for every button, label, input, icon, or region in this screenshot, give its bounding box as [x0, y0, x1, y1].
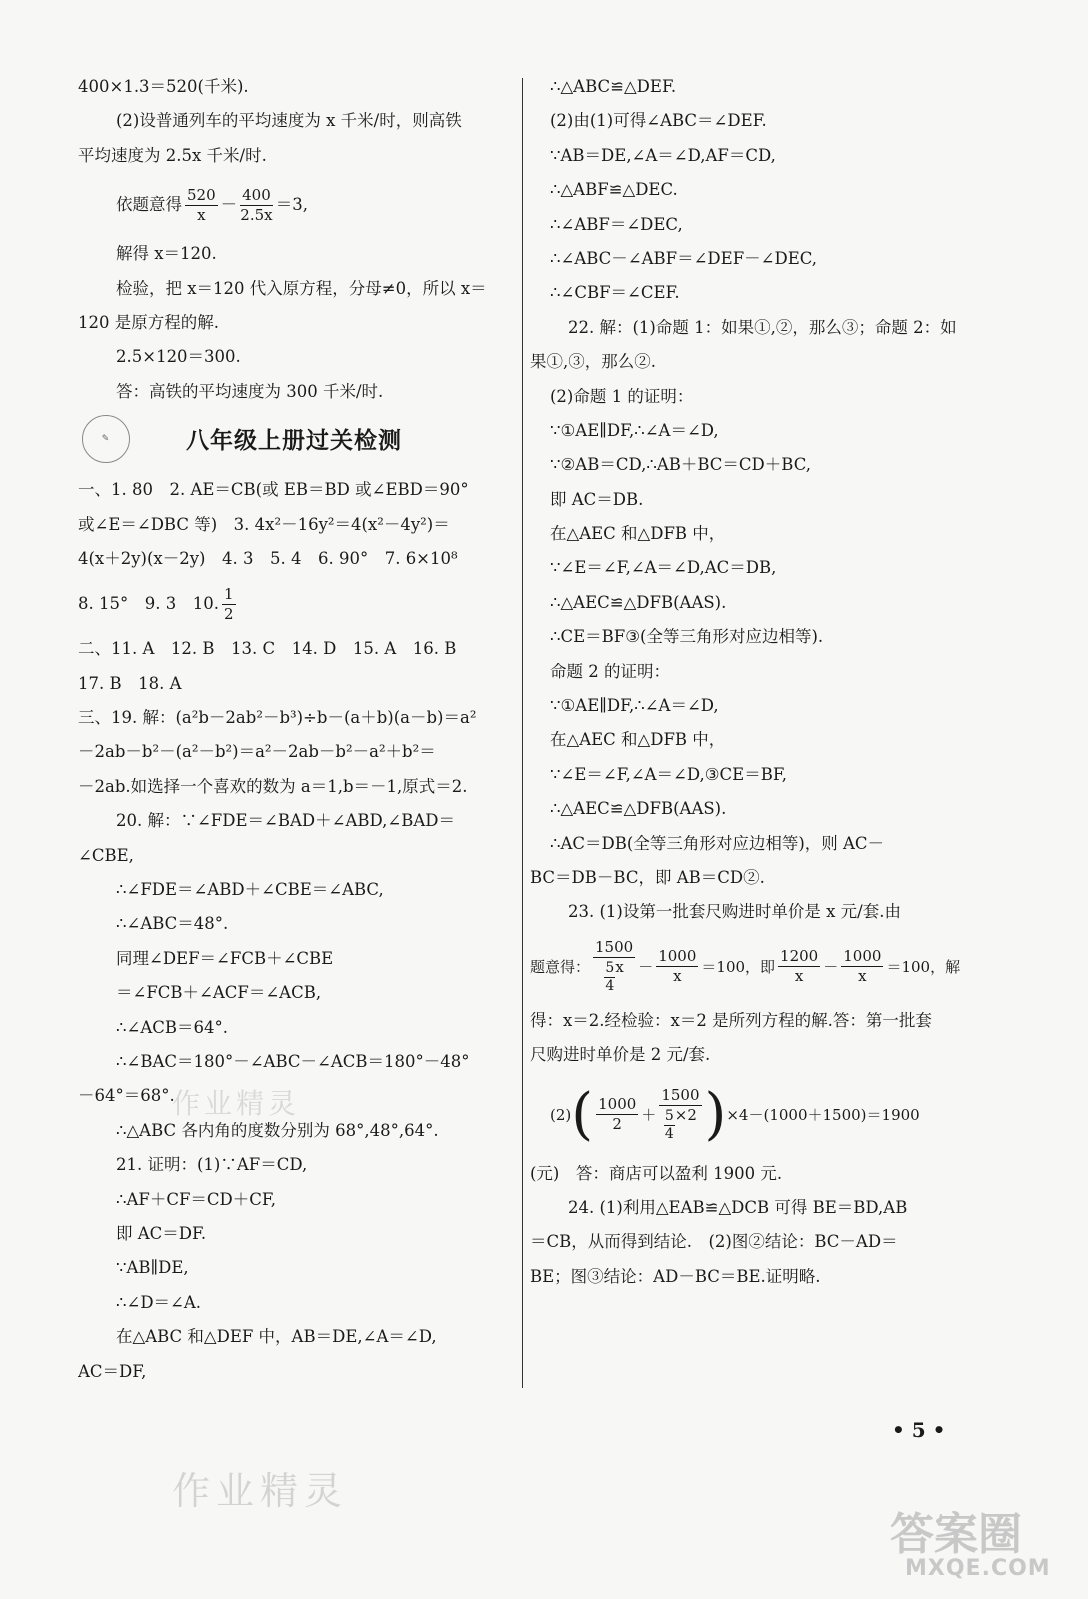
answer-line: ∴△ABF≌△DEC. — [550, 180, 678, 200]
answer-line: (2)命题 1 的证明： — [550, 386, 694, 406]
answer-line: 17. B 18. A — [78, 673, 182, 693]
text-line: 检验，把 x＝120 代入原方程，分母≠0，所以 x＝ — [116, 278, 487, 298]
denominator: x — [858, 967, 867, 986]
answer-line: 在△ABC 和△DEF 中，AB＝DE,∠A＝∠D, — [116, 1327, 437, 1347]
answer-line: 21. 证明：(1)∵AF＝CD, — [116, 1155, 308, 1175]
answer-line: ∵②AB＝CD,∴AB＋BC＝CD＋BC, — [550, 455, 812, 475]
fraction — [659, 1086, 701, 1143]
answer-line: ∴△AEC≌△DFB(AAS). — [550, 799, 727, 819]
answer-line: 23. (1)设第一批套尺购进时单价是 x 元/套.由 — [568, 902, 901, 922]
sub-fraction — [664, 1108, 675, 1143]
numerator: 520 — [187, 185, 216, 204]
equation-suffix: ＝3, — [275, 195, 309, 215]
watermark-logo: 答案圈 — [890, 1509, 1022, 1560]
numerator: 400 — [242, 185, 271, 204]
answer-line: 即 AC＝DB. — [550, 489, 644, 509]
numerator: 1000 — [598, 1095, 637, 1114]
answer-text: 8. 15° 9. 3 10. — [78, 594, 219, 614]
numerator: 1200 — [780, 947, 819, 966]
right-paren: ) — [704, 1081, 727, 1147]
answer-line: ∴∠BAC＝180°－∠ABC－∠ACB＝180°－48° — [116, 1051, 470, 1071]
answer-line: 在△AEC 和△DFB 中， — [550, 730, 726, 750]
text-line: 答：高铁的平均速度为 300 千米/时. — [116, 381, 384, 401]
section-title-block — [78, 409, 510, 473]
answer-line: 在△AEC 和△DFB 中， — [550, 524, 726, 544]
answer-line: 或∠E＝∠DBC 等) 3. 4x²－16y²＝4(x²－4y²)＝ — [78, 514, 450, 534]
answer-line: ∴∠FDE＝∠ABD＋∠CBE＝∠ABC, — [116, 880, 384, 900]
answer-line: 即 AC＝DF. — [116, 1223, 207, 1243]
answer-line: ∴∠ABC－∠ABF＝∠DEF－∠DEC, — [550, 248, 818, 268]
answer-line: AC＝DF, — [78, 1361, 147, 1381]
answer-line: ∴△AEC≌△DFB(AAS). — [550, 592, 727, 612]
section-title: 八年级上册过关检测 — [186, 428, 402, 455]
answer-line: 得：x＝2.经检验：x＝2 是所列方程的解.答：第一批套 — [530, 1010, 932, 1030]
text-line: 120 是原方程的解. — [78, 312, 219, 332]
answer-line: ∴∠ABC＝48°. — [116, 914, 229, 934]
answer-line: ∴△ABC 各内角的度数分别为 68°,48°,64°. — [116, 1120, 439, 1140]
equation-suffix: ＝100，解 — [886, 957, 961, 976]
denominator: 4 — [605, 978, 615, 995]
equation-prefix: (2) — [550, 1105, 572, 1124]
operator: － — [823, 957, 839, 976]
text-line: 400×1.3＝520(千米). — [78, 77, 249, 96]
answer-line: ∵①AE∥DF,∴∠A＝∠D, — [550, 696, 719, 716]
numerator: 5 — [664, 1108, 674, 1125]
answer-line: ∵①AE∥DF,∴∠A＝∠D, — [550, 420, 719, 440]
fraction — [656, 947, 698, 986]
equation-prefix: 题意得： — [530, 957, 591, 976]
equation-text: ＝100，即 — [701, 957, 776, 976]
fraction — [593, 938, 635, 995]
variable: x — [615, 958, 624, 977]
numerator: 1000 — [843, 947, 882, 966]
answer-line: (2)由(1)可得∠ABC＝∠DEF. — [550, 111, 767, 131]
fraction — [596, 1095, 638, 1134]
equation-line — [78, 173, 510, 237]
answer-line: 一、1. 80 2. AE＝CB(或 EB＝BD 或∠EBD＝90° — [78, 480, 469, 500]
multiplier: ×2 — [674, 1106, 697, 1125]
answer-line: BC＝DB－BC，即 AB＝CD②. — [530, 867, 765, 887]
left-column — [78, 70, 510, 1389]
equation-suffix: ×4－(1000＋1500)＝1900 — [726, 1105, 920, 1124]
text-line: 解得 x＝120. — [116, 244, 217, 264]
text-line: 2.5×120＝300. — [116, 347, 241, 367]
numerator: 1000 — [658, 947, 697, 966]
denominator — [604, 958, 623, 995]
answer-line: 命题 2 的证明： — [550, 661, 670, 681]
answer-line: ∴∠CBF＝∠CEF. — [550, 283, 680, 303]
answer-line: 果①,③，那么②. — [530, 352, 656, 372]
answer-line: ＝CB，从而得到结论. (2)图②结论：BC－AD＝ — [530, 1232, 898, 1252]
denominator: 2 — [223, 604, 234, 623]
operator: ＋ — [641, 1105, 657, 1124]
answer-line: ∵∠E＝∠F,∠A＝∠D,③CE＝BF, — [550, 764, 787, 784]
page-number: • 5 • — [892, 1418, 946, 1442]
answer-line: ∴AC＝DB(全等三角形对应边相等)，则 AC－ — [550, 833, 885, 853]
answer-line: ＝∠FCB＋∠ACF＝∠ACB, — [116, 983, 322, 1003]
fraction — [185, 186, 218, 225]
denominator: 2.5x — [240, 205, 273, 224]
denominator: 4 — [664, 1126, 674, 1143]
sub-fraction — [604, 960, 615, 995]
answer-line: 三、19. 解：(a²b－2ab²－b³)÷b－(a＋b)(a－b)＝a² — [78, 708, 477, 728]
equation-line — [530, 930, 965, 1004]
answer-line: BE；图③结论：AD－BC＝BE.证明略. — [530, 1266, 821, 1286]
left-paren: ( — [571, 1081, 594, 1147]
numerator: 5 — [605, 960, 615, 977]
answer-line: －2ab－b²－(a²－b²)＝a²－2ab－b²－a²＋b²＝ — [78, 742, 436, 762]
right-column — [530, 70, 965, 1294]
answer-line: ∴CE＝BF③(全等三角形对应边相等). — [550, 627, 824, 647]
equation-line — [530, 1073, 965, 1157]
answer-line — [78, 576, 510, 632]
answer-line: ∴∠ABF＝∠DEC, — [550, 214, 683, 234]
equation-prefix: 依题意得 — [116, 195, 182, 215]
watermark-url: MXQE.COM — [905, 1556, 1051, 1581]
answer-line: ∠CBE, — [78, 845, 134, 865]
answer-line: ∴∠D＝∠A. — [116, 1292, 202, 1312]
denominator — [664, 1106, 697, 1143]
answer-line: ∴∠ACB＝64°. — [116, 1017, 228, 1037]
fraction — [222, 585, 236, 624]
answer-line: 20. 解：∵∠FDE＝∠BAD＋∠ABD,∠BAD＝ — [116, 811, 455, 831]
text-line: 平均速度为 2.5x 千米/时. — [78, 145, 267, 165]
denominator: 2 — [612, 1115, 622, 1134]
watermark: 作业精灵 — [172, 1087, 301, 1120]
operator: － — [220, 195, 238, 215]
answer-line: 同理∠DEF＝∠FCB＋∠CBE — [116, 948, 334, 968]
answer-line: 二、11. A 12. B 13. C 14. D 15. A 16. B — [78, 639, 457, 659]
answer-line: ∵AB＝DE,∠A＝∠D,AF＝CD, — [550, 145, 776, 165]
answer-line: ∴AF＋CF＝CD＋CF, — [116, 1189, 277, 1209]
fraction — [240, 186, 273, 225]
denominator: x — [673, 967, 682, 986]
answer-line: 24. (1)利用△EAB≌△DCB 可得 BE＝BD,AB — [568, 1197, 908, 1217]
numerator: 1500 — [595, 938, 634, 957]
answer-line: ∴△ABC≌△DEF. — [550, 77, 677, 96]
answer-line: (元) 答：商店可以盈利 1900 元. — [530, 1163, 783, 1183]
denominator: x — [197, 205, 206, 224]
column-divider — [522, 78, 523, 1388]
fraction — [841, 947, 883, 986]
watermark: 作业精灵 — [172, 1469, 349, 1513]
fraction — [778, 947, 820, 986]
answer-line: －64°＝68°. — [78, 1086, 175, 1106]
answer-line: 22. 解：(1)命题 1：如果①,②，那么③；命题 2：如 — [568, 317, 957, 337]
text-line: (2)设普通列车的平均速度为 x 千米/时，则高铁 — [116, 111, 462, 131]
answer-line: 尺购进时单价是 2 元/套. — [530, 1045, 711, 1065]
numerator: 1500 — [661, 1086, 700, 1105]
denominator: x — [794, 967, 804, 986]
answer-line: －2ab.如选择一个喜欢的数为 a＝1,b＝－1,原式＝2. — [78, 776, 468, 796]
numerator: 1 — [223, 584, 234, 603]
operator: － — [638, 957, 654, 976]
stamp-icon: ✎ — [82, 415, 130, 463]
answer-line: 4(x＋2y)(x－2y) 4. 3 5. 4 6. 90° 7. 6×10⁸ — [78, 548, 458, 568]
answer-line: ∵AB∥DE, — [116, 1258, 189, 1278]
answer-line: ∵∠E＝∠F,∠A＝∠D,AC＝DB, — [550, 558, 777, 578]
